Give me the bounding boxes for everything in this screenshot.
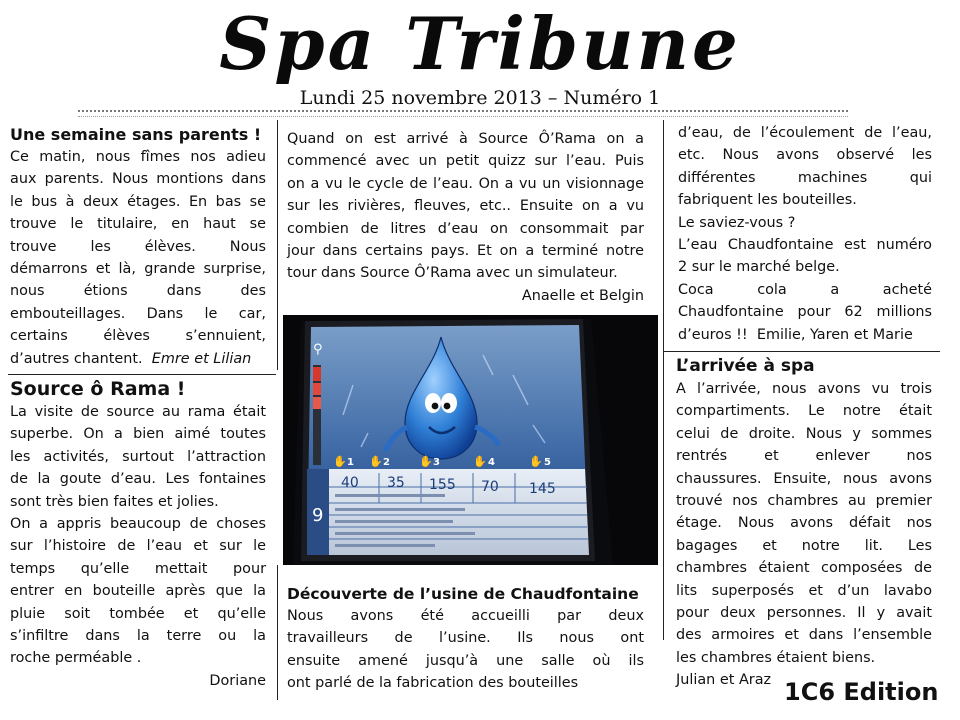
text-line: le bus à deux étages. En bas se [10, 193, 266, 210]
text-line: s’infiltre dans la terre ou la [10, 628, 266, 645]
score-value: 145 [529, 481, 556, 497]
svg-text:✋: ✋ [369, 455, 383, 468]
text-line: superbe. On a bien aimé toutes [10, 426, 266, 443]
text-line: combien de litres d’eau on consommait par [287, 220, 644, 237]
byline: Doriane [209, 672, 266, 689]
article-usine [287, 583, 644, 695]
text-line: L’eau Chaudfontaine est numéro [678, 237, 932, 254]
text-line: entrer en bouteille après que la [10, 583, 266, 600]
text-line: sur l’histoire de l’eau et sur le [10, 538, 266, 555]
svg-text:✋: ✋ [473, 455, 487, 468]
article-divider-left [8, 374, 276, 375]
text-line: Quand on est arrivé à Source Ô’Rama on a [287, 131, 644, 147]
article-arrivee [676, 354, 932, 692]
newspaper-title: Spa Tribune [219, 1, 741, 86]
text-line: lits superposés et d’un lavabo [676, 582, 932, 599]
text-line: sur les rivières, fleuves, etc.. Ensuite on a vu [287, 198, 644, 215]
text-line: démarrons et là, grande surprise, [10, 261, 266, 278]
player-number: 2 [383, 457, 390, 468]
text-line: La visite de source au rama était [10, 404, 266, 420]
headline: L’arrivée à spa [676, 356, 815, 376]
text-line: sont très bien faites et jolies. [10, 493, 219, 510]
article-divider-right [663, 351, 940, 352]
player-number: 3 [433, 457, 440, 468]
text-line: etc. Nous avons observé les [678, 147, 932, 164]
text-line: des armoires et dans l’ensemble [676, 627, 932, 644]
svg-text:✋: ✋ [419, 455, 433, 468]
edition-label: 1C6 Edition [784, 678, 939, 706]
text-line: roche perméable . [10, 650, 142, 667]
headline: Une semaine sans parents ! [10, 125, 262, 144]
text-line: on a vu le cycle de l’eau. On a vu un visionnage [287, 175, 644, 192]
column-rule-1b [277, 565, 278, 700]
text-line: celui de droite. Nous y sommes [676, 425, 932, 442]
text-line: les chambres étaient biens. [676, 649, 876, 666]
byline: Anaelle et Belgin [521, 287, 644, 304]
text-line: commencé avec un petit quizz sur l’eau. Puis [287, 153, 644, 170]
text-line: de la goute d’eau. Les fontaines [10, 471, 266, 488]
article-usine-continued [678, 122, 932, 346]
text-line: 2 sur le marché belge. [678, 259, 840, 276]
text-line [10, 348, 266, 370]
article-source-o-rama [10, 377, 266, 692]
text-span: d’euros !! [678, 326, 748, 343]
simulator-photo [283, 315, 658, 565]
decorative-rule [78, 110, 848, 117]
text-line: chaussures. Ensuite, nous avons [676, 470, 932, 487]
masthead [0, 0, 960, 118]
text-line [678, 324, 932, 346]
text-line: bagages et notre lit. Les [676, 537, 932, 554]
text-line: aux parents. Nous montions dans [10, 171, 266, 188]
text-line: différentes machines qui [678, 169, 932, 186]
headline: Découverte de l’usine de Chaudfontaine [287, 585, 639, 603]
player-number: 5 [544, 457, 551, 468]
text-line: pluie soit tombée et qu’elle [10, 605, 266, 622]
column-rule-1a [277, 120, 278, 370]
score-value: 40 [341, 475, 359, 491]
text-line: rentrés et enlever nos [676, 448, 932, 465]
text-line: embouteillages. Dans le car, [10, 305, 266, 322]
text-line: Ce matin, nous fîmes nos adieu [10, 149, 266, 165]
side-number: 9 [312, 505, 324, 526]
text-line: les activités, surtout l’attraction [10, 448, 266, 465]
text-line: A l’arrivée, nous avons vu trois [676, 381, 932, 397]
svg-text:✋: ✋ [333, 455, 347, 468]
score-value: 35 [387, 475, 405, 491]
svg-text:✋: ✋ [529, 455, 543, 468]
byline: Emilie, Yaren et Marie [756, 326, 913, 343]
text-line: Nous avons été accueilli par deux [287, 608, 644, 624]
byline: Emre et Lilian [151, 350, 252, 367]
text-line: Chaudfontaine pour 62 millions [678, 304, 932, 321]
byline: Julian et Araz [676, 672, 772, 689]
text-line: jour dans certains pays. Et on a terminé notre [287, 243, 644, 260]
text-line: temps qu’elle mettait pour [10, 560, 266, 577]
photo-illustration [283, 315, 658, 565]
player-number: 4 [488, 457, 495, 468]
text-line: tour dans Source Ô’Rama avec un simulateur. [287, 265, 618, 282]
player-number: 1 [347, 457, 354, 468]
text-line: trouve le titulaire, en haut se [10, 216, 266, 233]
article-quiz [287, 128, 644, 307]
score-value: 70 [481, 479, 499, 495]
text-line: étage. Nous avons défait nos [676, 515, 932, 532]
headline: Source ô Rama ! [10, 378, 186, 400]
text-line: Le saviez-vous ? [678, 214, 796, 231]
text-line: trouve les élèves. Nous [10, 238, 266, 255]
score-value: 155 [429, 477, 456, 493]
text-line: travailleurs de l’usine. Ils nous ont [287, 630, 644, 647]
text-line: Coca cola a acheté [678, 281, 932, 298]
text-line: pour deux personnes. Il y avait [676, 605, 932, 622]
column-rule-2 [663, 120, 664, 640]
article-une-semaine [10, 124, 266, 370]
svg-text:⚲: ⚲ [313, 342, 323, 357]
text-line: fabriquent les bouteilles. [678, 192, 857, 209]
text-line: compartiments. Le notre était [676, 403, 932, 420]
text-line: chambres étaient composées de [676, 560, 932, 577]
text-line: ensuite amené jusqu’à une salle où ils [287, 652, 644, 669]
dateline: Lundi 25 novembre 2013 – Numéro 1 [299, 87, 661, 109]
text-line: d’eau, de l’écoulement de l’eau, [678, 125, 932, 141]
text-span: d’autres chantent. [10, 350, 143, 367]
text-line: ont parlé de la fabrication des bouteilles [287, 675, 579, 692]
text-line: trouvé nos chambres au premier [676, 493, 932, 510]
text-line: nous étions dans des [10, 283, 266, 300]
text-line: certains élèves s’ennuient, [10, 328, 266, 345]
text-line: On a appris beaucoup de choses [10, 516, 266, 533]
